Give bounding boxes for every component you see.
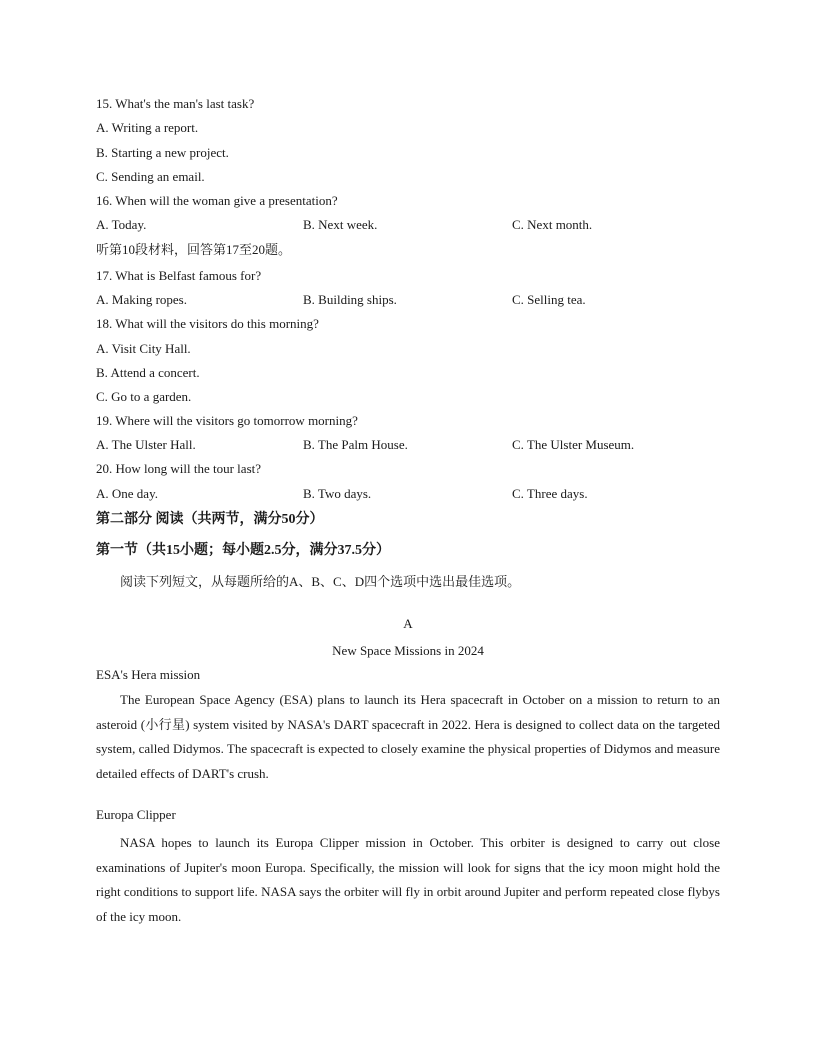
passage-title: New Space Missions in 2024: [332, 643, 484, 658]
section-title: 第一节（共15小题；每小题2.5分，满分37.5分）: [96, 543, 390, 558]
passage-section-heading: Europa Clipper: [96, 807, 176, 822]
question-18-option-a: A. Visit City Hall.: [96, 341, 191, 356]
passage-section-body: NASA hopes to launch its Europa Clipper mission in October. This orbiter is designed to carry out close examinations of Jupiter's moon Europa. Specifically, the mission will look for signs that the icy moon might hold the right conditions to support life. NASA says the orbiter will fly in orbit around Jupiter and perform repeated close flybys of the icy moon.: [96, 835, 720, 925]
question-17-option-b: B. Building ships.: [303, 292, 397, 307]
question-16-option-c: C. Next month.: [512, 217, 593, 232]
question-20-option-a: A. One day.: [96, 486, 158, 501]
question-19-option-b: B. The Palm House.: [303, 437, 408, 452]
question-20-stem: 20. How long will the tour last?: [96, 461, 262, 476]
question-20-option-b: B. Two days.: [303, 486, 372, 501]
question-18-option-c: C. Go to a garden.: [96, 389, 192, 404]
reading-instruction: 阅读下列短文，从每题所给的A、B、C、D四个选项中选出最佳选项。: [120, 574, 521, 589]
question-19-option-c: C. The Ulster Museum.: [512, 437, 635, 452]
passage-section-body: The European Space Agency (ESA) plans to launch its Hera spacecraft in October on a mission to return to an asteroid (小行星) system visited by NASA's DART spacecraft in 2022. Hera is designed to collect data on the targeted system, called Didymos. The spacecraft is expected to closely examine the physical properties of Didymos and measure detailed effects of DART's crush.: [96, 692, 720, 782]
question-19-stem: 19. Where will the visitors go tomorrow morning?: [96, 413, 358, 428]
question-15-option-a: A. Writing a report.: [96, 120, 199, 135]
question-17-option-c: C. Selling tea.: [512, 292, 586, 307]
question-16-option-b: B. Next week.: [303, 217, 378, 232]
part-title: 第二部分 阅读（共两节，满分50分）: [96, 512, 324, 527]
question-16-option-a: A. Today.: [96, 217, 147, 232]
question-15-option-c: C. Sending an email.: [96, 169, 205, 184]
question-17-stem: 17. What is Belfast famous for?: [96, 268, 262, 283]
question-19-option-a: A. The Ulster Hall.: [96, 437, 196, 452]
question-20-option-c: C. Three days.: [512, 486, 588, 501]
question-15-stem: 15. What's the man's last task?: [96, 96, 255, 111]
question-17-option-a: A. Making ropes.: [96, 292, 187, 307]
question-15-option-b: B. Starting a new project.: [96, 145, 229, 160]
question-18-option-b: B. Attend a concert.: [96, 365, 200, 380]
passage-letter: A: [403, 616, 413, 631]
question-18-stem: 18. What will the visitors do this morning?: [96, 316, 319, 331]
section-note: 听第10段材料，回答第17至20题。: [96, 242, 292, 257]
passage-section-heading: ESA's Hera mission: [96, 667, 201, 682]
question-16-stem: 16. When will the woman give a presentation?: [96, 193, 338, 208]
